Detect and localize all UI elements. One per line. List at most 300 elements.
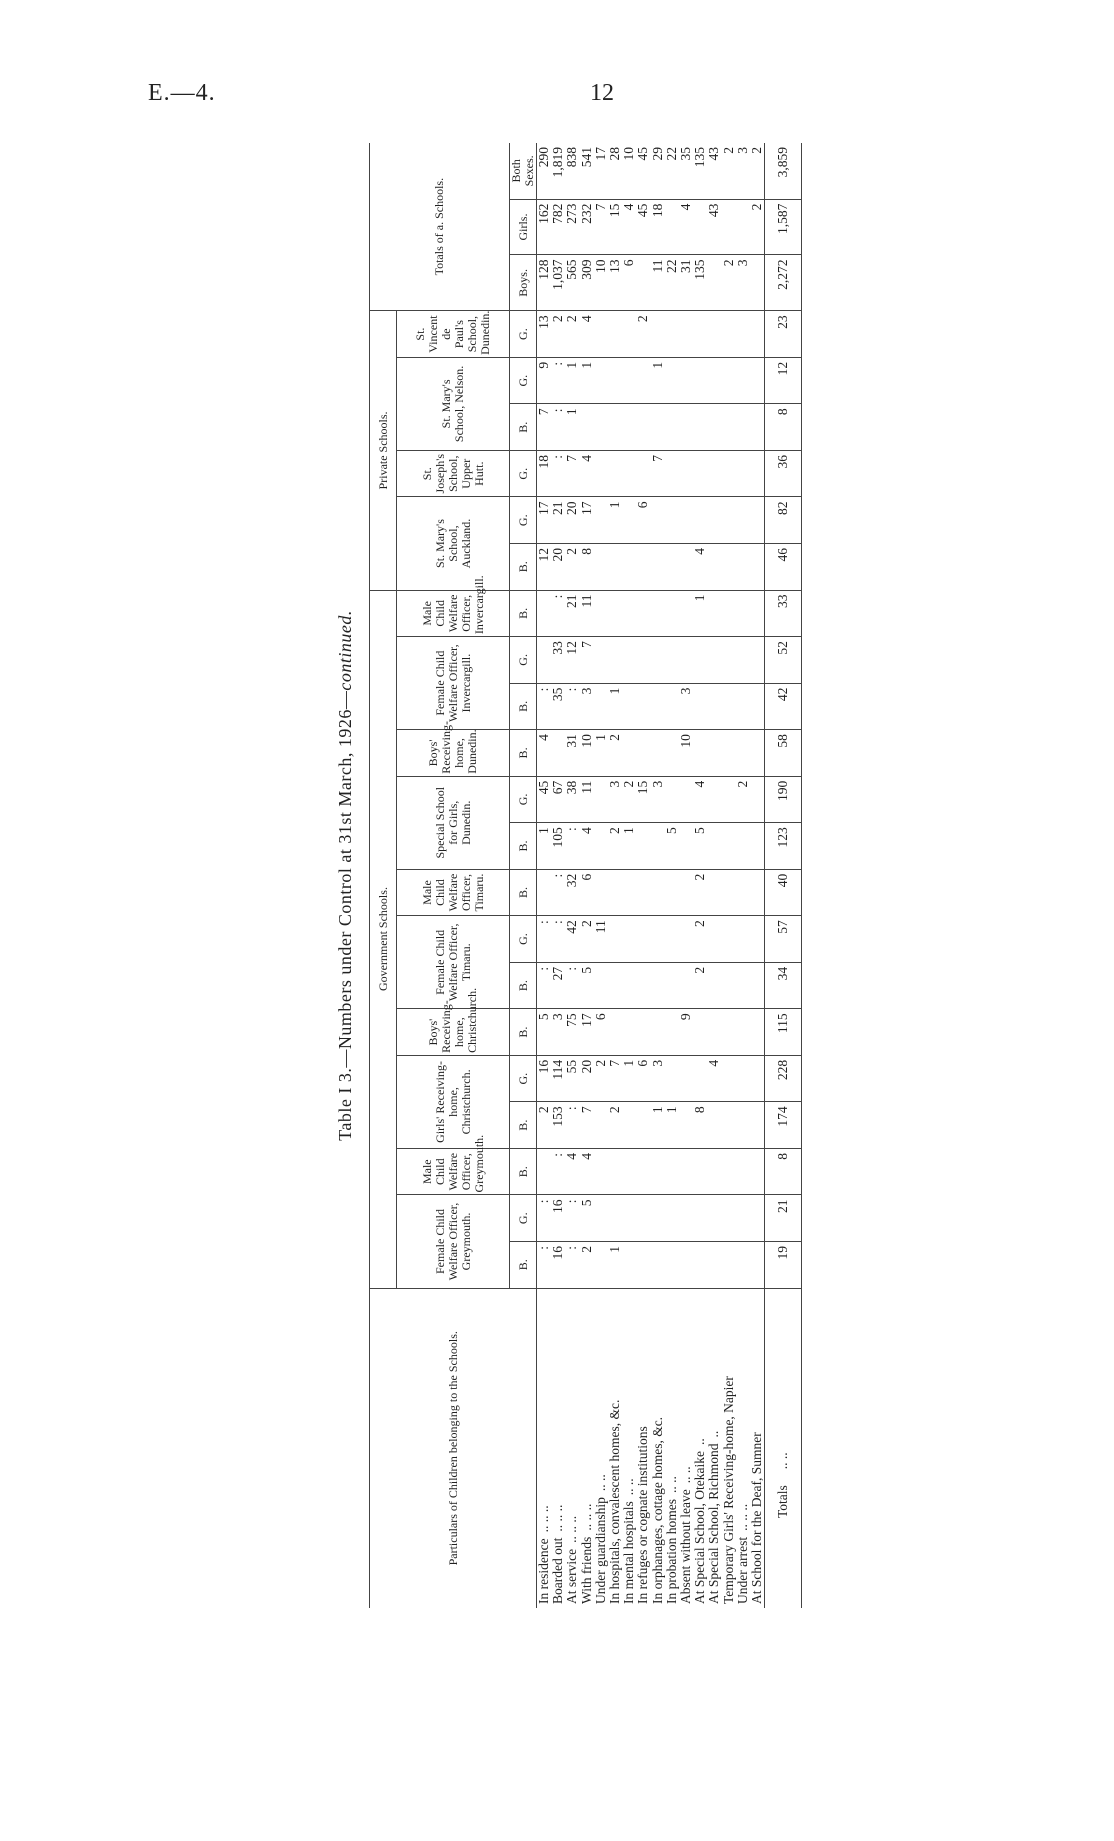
row-label-text: Absent without leave xyxy=(677,1489,693,1604)
sex-label: G. xyxy=(510,1055,537,1102)
table-cell: : xyxy=(537,916,552,963)
table-cell: 20 xyxy=(565,497,579,544)
table-cell: 45 xyxy=(636,199,650,255)
table-cell xyxy=(537,1148,552,1195)
table-cell: 1 xyxy=(651,1102,665,1149)
table-cell xyxy=(636,544,650,591)
sex-label: B. xyxy=(510,404,537,451)
table-title-continued: continued. xyxy=(335,610,355,691)
table-cell xyxy=(537,637,552,684)
table-cell xyxy=(665,199,679,255)
sex-label: B. xyxy=(510,683,537,730)
table-cell: 4 xyxy=(580,823,594,870)
table-cell xyxy=(636,1148,650,1195)
table-cell xyxy=(651,1148,665,1195)
table-cell xyxy=(707,255,721,311)
table-cell xyxy=(608,590,622,637)
row-label xyxy=(721,1288,735,1608)
table-cell xyxy=(693,404,707,451)
table-cell xyxy=(736,637,750,684)
totals-cell: 42 xyxy=(765,683,802,730)
table-cell xyxy=(608,637,622,684)
table-row xyxy=(636,143,650,1608)
table-cell: 2 xyxy=(608,823,622,870)
table-cell xyxy=(679,916,693,963)
table-row xyxy=(750,143,765,1608)
table-cell: : xyxy=(537,1242,552,1289)
table-cell xyxy=(721,1055,735,1102)
table-cell xyxy=(736,590,750,637)
totals-cell: 1,587 xyxy=(765,199,802,255)
table-cell: 18 xyxy=(651,199,665,255)
table-cell xyxy=(679,450,693,497)
table-cell: 18 xyxy=(537,450,552,497)
table-cell xyxy=(750,590,765,637)
table-cell: 2 xyxy=(721,255,735,311)
table-cell: 11 xyxy=(580,590,594,637)
table-cell: 3 xyxy=(651,1055,665,1102)
table-cell xyxy=(736,404,750,451)
table-cell: 1 xyxy=(608,1242,622,1289)
table-cell: : xyxy=(565,1102,579,1149)
table-cell: 4 xyxy=(679,199,693,255)
column-header: Male Child Welfare Officer, Timaru. xyxy=(397,869,510,916)
column-header: St. Joseph's School, Upper Hutt. xyxy=(397,450,510,497)
table-cell xyxy=(665,683,679,730)
table-cell xyxy=(679,637,693,684)
table-cell: 1 xyxy=(665,1102,679,1149)
table-cell: 55 xyxy=(565,1055,579,1102)
table-cell xyxy=(707,544,721,591)
table-cell xyxy=(707,869,721,916)
table-cell xyxy=(721,869,735,916)
table-cell xyxy=(750,869,765,916)
column-header: Female Child Welfare Officer, Greymouth. xyxy=(397,1195,510,1288)
table-cell: 7 xyxy=(580,1102,594,1149)
table-cell: : xyxy=(551,1148,565,1195)
table-cell: 1 xyxy=(608,683,622,730)
table-cell xyxy=(707,776,721,823)
table-cell: 4 xyxy=(580,311,594,358)
table-row xyxy=(707,143,721,1608)
table-cell xyxy=(651,683,665,730)
table-cell xyxy=(721,1148,735,1195)
table-cell xyxy=(636,450,650,497)
table-cell: 2 xyxy=(721,143,735,199)
table-cell xyxy=(651,311,665,358)
column-header: St. Mary's School, Nelson. xyxy=(397,357,510,450)
row-label-text: In orphanages, cottage homes, &c. xyxy=(649,1416,665,1604)
row-label xyxy=(665,1288,679,1608)
sex-label: G. xyxy=(510,450,537,497)
table-cell xyxy=(580,404,594,451)
table-cell: 7 xyxy=(651,450,665,497)
table-cell: 9 xyxy=(679,1009,693,1056)
totals-cell: 12 xyxy=(765,357,802,404)
row-label xyxy=(693,1288,707,1608)
table-cell: 1,819 xyxy=(551,143,565,199)
totals-cell: 23 xyxy=(765,311,802,358)
table-cell: 43 xyxy=(707,143,721,199)
table-cell xyxy=(721,683,735,730)
table-cell xyxy=(693,497,707,544)
table-cell xyxy=(750,916,765,963)
totals-header: Totals of a. Schools. xyxy=(370,143,510,311)
table-cell: 2 xyxy=(565,311,579,358)
totals-cell: 21 xyxy=(765,1195,802,1242)
table-cell: 2 xyxy=(565,544,579,591)
row-label-text: Under arrest xyxy=(734,1536,750,1604)
table-cell: 2 xyxy=(537,1102,552,1149)
totals-cell: 34 xyxy=(765,962,802,1009)
table-cell xyxy=(608,544,622,591)
table-cell xyxy=(665,450,679,497)
table-row xyxy=(665,143,679,1608)
table-cell: 42 xyxy=(565,916,579,963)
sex-label: B. xyxy=(510,1102,537,1149)
sex-label: B. xyxy=(510,730,537,777)
table-row xyxy=(721,143,735,1608)
table-cell xyxy=(636,1009,650,1056)
row-label xyxy=(679,1288,693,1608)
table-cell: 2 xyxy=(594,1055,608,1102)
row-label xyxy=(594,1288,608,1608)
table-row xyxy=(594,143,608,1608)
table-cell: 7 xyxy=(594,199,608,255)
table-cell xyxy=(721,776,735,823)
totals-cell: 8 xyxy=(765,404,802,451)
sex-label: G. xyxy=(510,1195,537,1242)
table-cell xyxy=(736,1242,750,1289)
table-cell xyxy=(707,311,721,358)
row-label-text: In hospitals, convalescent homes, &c. xyxy=(607,1399,623,1604)
table-cell: : xyxy=(551,450,565,497)
table-cell xyxy=(721,357,735,404)
table-cell: 3 xyxy=(736,255,750,311)
table-cell xyxy=(594,311,608,358)
table-cell xyxy=(651,1242,665,1289)
table-cell xyxy=(665,1009,679,1056)
table-cell xyxy=(693,357,707,404)
table-cell xyxy=(707,683,721,730)
table-cell xyxy=(636,357,650,404)
table-cell xyxy=(594,869,608,916)
table-cell xyxy=(636,916,650,963)
table-cell xyxy=(622,730,636,777)
table-cell xyxy=(679,404,693,451)
table-cell xyxy=(651,590,665,637)
table-cell: 33 xyxy=(551,637,565,684)
table-cell: 27 xyxy=(551,962,565,1009)
table-cell xyxy=(750,1009,765,1056)
table-cell xyxy=(679,1055,693,1102)
sex-label: B. xyxy=(510,1148,537,1195)
table-cell: 2 xyxy=(580,1242,594,1289)
table-cell: 29 xyxy=(651,143,665,199)
table-cell xyxy=(707,1195,721,1242)
table-cell: 2 xyxy=(693,869,707,916)
sex-label: Girls. xyxy=(510,199,537,255)
row-label-text: In mental hospitals xyxy=(621,1501,637,1604)
table-cell: 5 xyxy=(580,962,594,1009)
totals-cell: 52 xyxy=(765,637,802,684)
totals-cell: 174 xyxy=(765,1102,802,1149)
table-cell: 128 xyxy=(537,255,552,311)
row-label-leader: .. .. .. xyxy=(564,1515,580,1543)
table-cell: 114 xyxy=(551,1055,565,1102)
totals-cell: 46 xyxy=(765,544,802,591)
table-cell xyxy=(608,1148,622,1195)
column-header: St. Vincent de Paul's School, Dunedin. xyxy=(397,311,510,358)
table-cell: 17 xyxy=(537,497,552,544)
table-cell: 1 xyxy=(651,357,665,404)
table-cell: : xyxy=(551,869,565,916)
table-title: Table I 3.—Numbers under Control at 31st March, 1926— xyxy=(335,690,355,1141)
table-cell xyxy=(736,357,750,404)
table-cell xyxy=(636,637,650,684)
row-label-leader: .. .. xyxy=(663,1476,679,1494)
table-cell xyxy=(665,1055,679,1102)
table-cell: 15 xyxy=(608,199,622,255)
table-cell xyxy=(622,683,636,730)
table-cell: 7 xyxy=(580,637,594,684)
table-cell xyxy=(651,916,665,963)
table-cell: 1 xyxy=(594,730,608,777)
row-label-leader: .. .. .. xyxy=(578,1503,594,1531)
column-header: Special School for Girls, Dunedin. xyxy=(397,776,510,869)
table-cell xyxy=(622,590,636,637)
table-cell: 162 xyxy=(537,199,552,255)
table-cell: 13 xyxy=(608,255,622,311)
table-cell: 105 xyxy=(551,823,565,870)
table-row xyxy=(551,143,565,1608)
table-cell: : xyxy=(565,683,579,730)
table-cell: 1 xyxy=(693,590,707,637)
totals-cell: 3,859 xyxy=(765,143,802,199)
table-cell xyxy=(622,1009,636,1056)
table-cell: 12 xyxy=(565,637,579,684)
table-cell: 4 xyxy=(622,199,636,255)
table-cell xyxy=(594,404,608,451)
table-cell xyxy=(679,590,693,637)
table-cell xyxy=(736,1148,750,1195)
table-cell xyxy=(750,1195,765,1242)
column-header: St. Mary's School, Auckland. xyxy=(397,497,510,590)
table-cell xyxy=(636,683,650,730)
table-cell xyxy=(594,450,608,497)
table-cell: 838 xyxy=(565,143,579,199)
table-row xyxy=(537,143,552,1608)
totals-cell: 40 xyxy=(765,869,802,916)
table-row xyxy=(679,143,693,1608)
table-cell: 1 xyxy=(565,404,579,451)
table-cell xyxy=(622,916,636,963)
table-cell: 1 xyxy=(622,823,636,870)
table-cell xyxy=(750,255,765,311)
table-cell xyxy=(707,637,721,684)
totals-cell: 33 xyxy=(765,590,802,637)
table-cell xyxy=(651,1195,665,1242)
table-cell: 22 xyxy=(665,255,679,311)
totals-cell: 123 xyxy=(765,823,802,870)
row-label-text: Temporary Girls' Receiving-home, Napier xyxy=(720,1376,736,1604)
table-cell xyxy=(594,357,608,404)
table-cell xyxy=(622,1148,636,1195)
row-label xyxy=(636,1288,650,1608)
table-cell xyxy=(736,823,750,870)
table-cell xyxy=(608,311,622,358)
table-cell: 1,037 xyxy=(551,255,565,311)
table-cell: : xyxy=(551,404,565,451)
table-cell xyxy=(651,869,665,916)
row-label-text: At School for the Deaf, Sumner xyxy=(748,1432,764,1604)
private-schools-header: Private Schools. xyxy=(370,311,397,590)
column-header: Boys' Receiving-home, Dunedin. xyxy=(397,730,510,777)
table-cell: 3 xyxy=(651,776,665,823)
table-cell: 17 xyxy=(580,1009,594,1056)
table-cell: 4 xyxy=(707,1055,721,1102)
table-cell xyxy=(679,1102,693,1149)
row-label-text: At service xyxy=(564,1548,580,1604)
table-cell: 2 xyxy=(693,962,707,1009)
row-label-text: In refuges or cognate institutions xyxy=(635,1426,651,1604)
column-header: Male Child Welfare Officer, Greymouth. xyxy=(397,1148,510,1195)
table-cell: 4 xyxy=(565,1148,579,1195)
row-label-leader: .. .. .. xyxy=(550,1504,566,1532)
table-cell: 3 xyxy=(679,683,693,730)
table-cell: 290 xyxy=(537,143,552,199)
table-cell xyxy=(750,357,765,404)
table-cell xyxy=(537,869,552,916)
table-cell: 6 xyxy=(636,1055,650,1102)
table-cell xyxy=(721,450,735,497)
sex-label: G. xyxy=(510,916,537,963)
sex-label: B. xyxy=(510,1242,537,1289)
table-cell xyxy=(693,1148,707,1195)
sex-label: G. xyxy=(510,497,537,544)
totals-cell: 57 xyxy=(765,916,802,963)
table-row xyxy=(622,143,636,1608)
table-cell xyxy=(679,823,693,870)
table-cell xyxy=(608,962,622,1009)
table-cell: 9 xyxy=(537,357,552,404)
table-cell xyxy=(707,357,721,404)
table-cell xyxy=(594,962,608,1009)
table-cell: 1 xyxy=(537,823,552,870)
table-cell xyxy=(721,544,735,591)
totals-cell: 36 xyxy=(765,450,802,497)
table-cell: 16 xyxy=(551,1242,565,1289)
table-cell xyxy=(622,1195,636,1242)
table-cell xyxy=(594,776,608,823)
table-cell: : xyxy=(551,916,565,963)
table-cell xyxy=(679,497,693,544)
table-cell xyxy=(679,1242,693,1289)
table-cell xyxy=(651,730,665,777)
table-cell xyxy=(608,357,622,404)
table-cell xyxy=(594,497,608,544)
row-label-text: Boarded out xyxy=(550,1537,566,1604)
row-label xyxy=(551,1288,565,1608)
table-cell: 10 xyxy=(580,730,594,777)
table-cell xyxy=(707,1242,721,1289)
table-cell: 35 xyxy=(679,143,693,199)
table-cell: 2 xyxy=(608,1102,622,1149)
table-cell xyxy=(693,1009,707,1056)
table-cell: : xyxy=(537,1195,552,1242)
table-cell: 35 xyxy=(551,683,565,730)
table-cell xyxy=(594,637,608,684)
table-cell: 135 xyxy=(693,143,707,199)
table-cell xyxy=(679,869,693,916)
table-cell xyxy=(551,730,565,777)
table-cell xyxy=(750,776,765,823)
table-cell: 2 xyxy=(693,916,707,963)
table-cell xyxy=(665,590,679,637)
table-cell xyxy=(622,1102,636,1149)
sex-label: G. xyxy=(510,311,537,358)
table-cell: 28 xyxy=(608,143,622,199)
table-cell: 31 xyxy=(565,730,579,777)
table-cell: : xyxy=(565,1242,579,1289)
table-cell xyxy=(736,311,750,358)
page-reference: E.—4. xyxy=(148,80,216,106)
table-cell xyxy=(736,450,750,497)
table-cell: 32 xyxy=(565,869,579,916)
table-cell xyxy=(750,544,765,591)
row-label-leader: .. .. xyxy=(592,1474,608,1492)
table-cell xyxy=(608,1009,622,1056)
table-cell xyxy=(750,637,765,684)
totals-cell: 2,272 xyxy=(765,255,802,311)
row-label-leader: .. .. xyxy=(621,1478,637,1496)
table-cell xyxy=(721,823,735,870)
table-cell: 5 xyxy=(537,1009,552,1056)
table-cell: 135 xyxy=(693,255,707,311)
table-cell: 2 xyxy=(608,730,622,777)
sex-label: G. xyxy=(510,776,537,823)
table-cell xyxy=(736,730,750,777)
table-cell xyxy=(750,1102,765,1149)
table-cell: 21 xyxy=(551,497,565,544)
row-label xyxy=(750,1288,765,1608)
table-cell xyxy=(721,404,735,451)
table-cell: 13 xyxy=(537,311,552,358)
table-cell: 273 xyxy=(565,199,579,255)
table-cell: 3 xyxy=(580,683,594,730)
row-label-leader: .. .. .. xyxy=(536,1505,552,1533)
table-cell xyxy=(750,683,765,730)
table-cell xyxy=(608,450,622,497)
table-cell: : xyxy=(565,962,579,1009)
row-label xyxy=(651,1288,665,1608)
table-cell: 11 xyxy=(594,916,608,963)
row-label xyxy=(608,1288,622,1608)
table-cell xyxy=(665,730,679,777)
table-cell xyxy=(693,1242,707,1289)
row-label-text: In residence xyxy=(536,1538,552,1604)
table-cell xyxy=(693,311,707,358)
table-cell: 5 xyxy=(693,823,707,870)
table-cell: 4 xyxy=(580,450,594,497)
table-row xyxy=(608,143,622,1608)
table-cell xyxy=(594,590,608,637)
table-cell xyxy=(594,1148,608,1195)
table-cell xyxy=(707,730,721,777)
table-cell xyxy=(594,1242,608,1289)
table-cell xyxy=(736,544,750,591)
table-cell: 541 xyxy=(580,143,594,199)
